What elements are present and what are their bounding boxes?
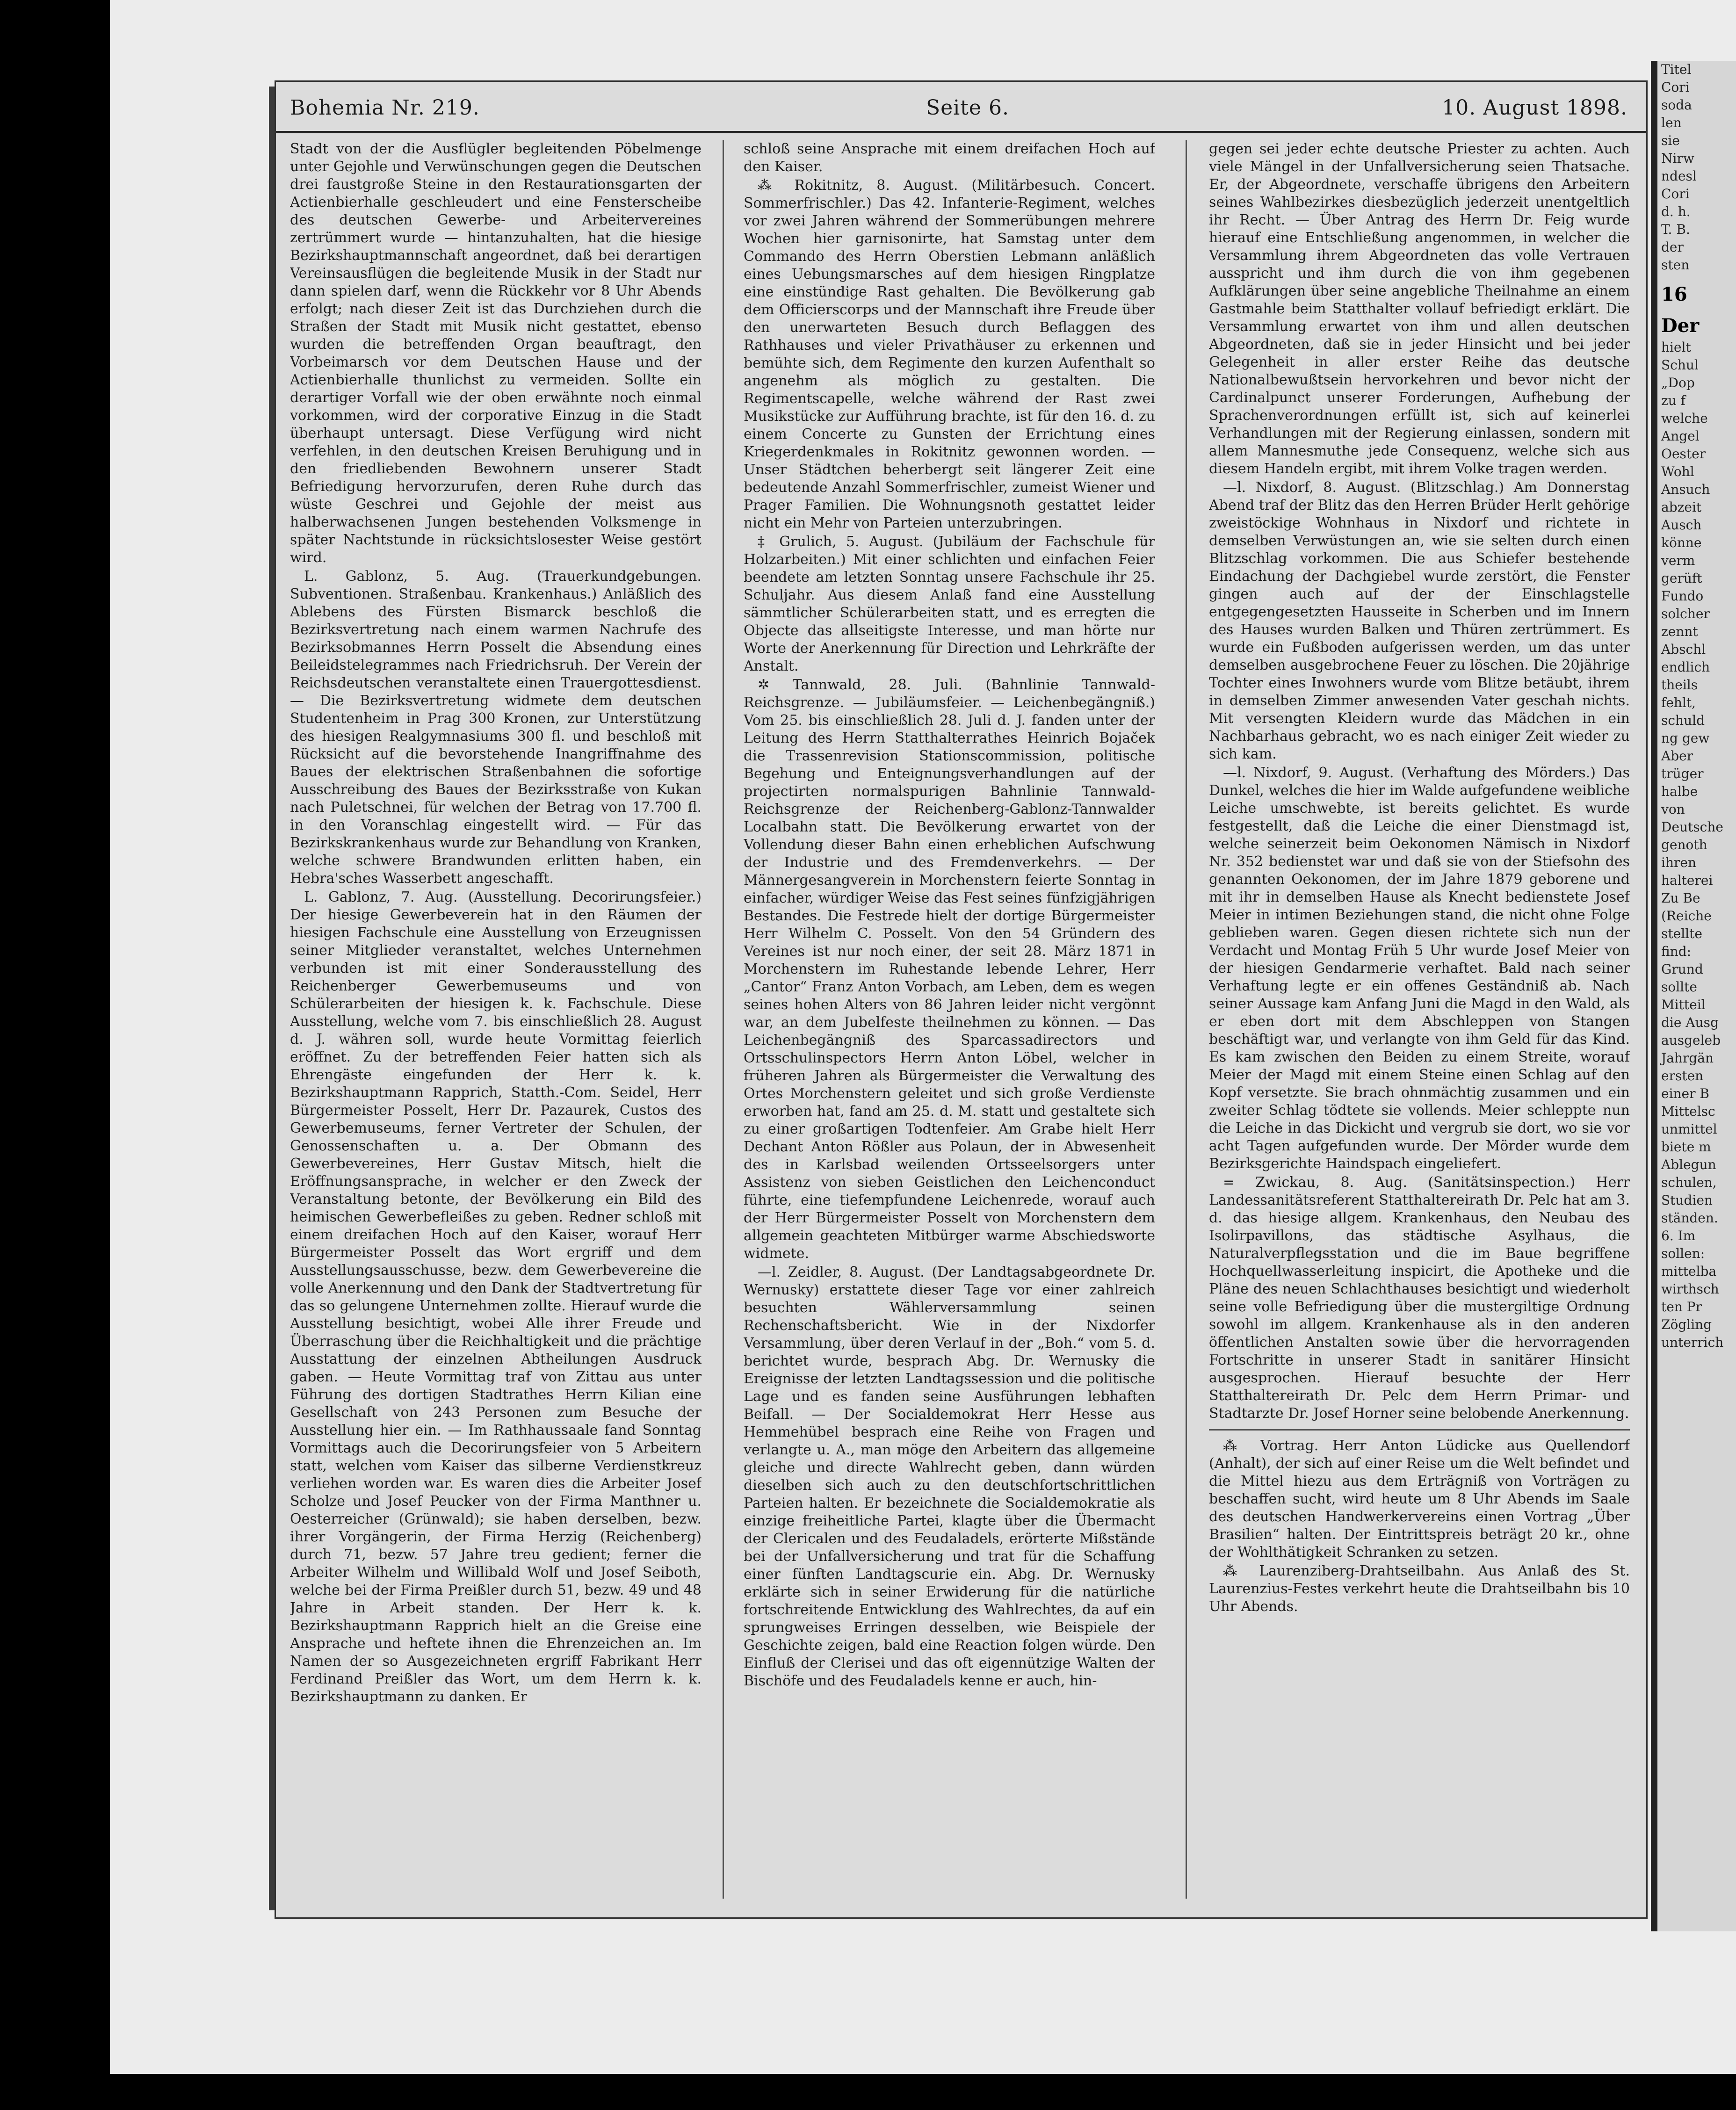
fragment-line: Zu Be [1661, 890, 1700, 906]
fragment-line: theils [1661, 677, 1698, 693]
fragment-line: verm [1661, 553, 1695, 568]
article-paragraph: ⁂ Laurenziberg-Drahtseilbahn. Aus Anlaß des St. Laurenzius-Festes verkehrt heute die Drahtseilbahn bis 10 Uhr Abends. [1209, 1563, 1630, 1615]
fragment-line: Cori [1661, 186, 1690, 202]
fragment-line: gerüft [1661, 571, 1702, 586]
fragment-line: 6. Im [1661, 1228, 1696, 1243]
fragment-line: solcher [1661, 606, 1710, 621]
article-paragraph: —l. Nixdorf, 9. August. (Verhaftung des Mörders.) Das Dunkel, welches die hier im Walde aufgefundene weibliche Leiche umschwebte, ist bereits gelichtet. Es wurde festgestellt, daß die Leiche die einer Dienstmagd ist, welche seinerzeit beim Oekonomen Nämisch in Nixdorf Nr. 352 bedienstet war und daß sie von der Stiefsohn des genannten Oekonomen, der im Jahre 1879 geborene und mit ihr in demselben Hause als Knecht bedienstete Josef Meier in intimen Beziehungen stand, die nicht ohne Folge geblieben waren. Gegen diesen richtete sich nun der Verdacht und Montag Früh 5 Uhr wurde Josef Meier von der hiesigen Gendarmerie verhaftet. Bald nach seiner Verhaftung legte er ein offenes Geständniß ab. Nach seiner Aussage kam Anfang Juni die Magd in den Wald, als er eben dort mit dem Abschleppen von Stangen beschäftigt war, und verlangte von ihm Geld für das Kind. Es kam zwischen den Beiden zu einem Streite, worauf Meier der Magd mit einem Steine einen Schlag auf den Kopf versetzte. Sie brach ohnmächtig zusammen und ein zweiter Schlag tödtete sie vollends. Meier schleppte nun die Leiche in das Dickicht und vergrub sie dort, wo sie vor acht Tagen aufgefunden wurde. Der Mörder wurde dem Bezirksgerichte Haindspach eingeliefert. [1209, 765, 1630, 1172]
fragment-line: schuld [1661, 713, 1705, 728]
section-divider [1209, 1429, 1630, 1431]
fragment-line: Ablegun [1661, 1157, 1716, 1172]
article-paragraph: —l. Nixdorf, 8. August. (Blitzschlag.) Am Donnerstag Abend traf der Blitz das den Herren Brüder Herlt gehörige zweistöckige Wohnhaus in Nixdorf und richtete in demselben Verwüstungen an, wie sie selten durch einen Blitzschlag vorkommen. Die aus Schiefer bestehende Eindachung der Dachgiebel wurde zerstört, die Fenster gingen auch auf der der Einschlagstelle entgegengesetzten Hausseite in Scherben und im Innern des Hauses wurden Balken und Thüren zertrümmert. Es wurde ein Fußboden aufgerissen werden, um das unter demselben ausgebrochene Feuer zu löschen. Die 20jährige Tochter eines Inwohners wurde vom Blitze betäubt, ihrem in demselben Zimmer anwesenden Vater geschah nichts. Mit versengten Kleidern wurde das Mädchen in ein Nachbarhaus gebracht, wo es nach einiger Zeit wieder zu sich kam. [1209, 479, 1630, 762]
fragment-line: könne [1661, 535, 1702, 550]
fragment-line: ständen. [1661, 1210, 1718, 1226]
header-masthead: Bohemia Nr. 219. [290, 96, 480, 120]
fragment-line: Abschl [1661, 642, 1706, 657]
fragment-line: der [1661, 239, 1684, 255]
article-paragraph: ⁂ Vortrag. Herr Anton Lüdicke aus Quellendorf (Anhalt), der sich auf einer Reise um die Welt befindet und die Mittel hiezu aus dem Erträgniß von Vorträgen zu beschaffen sucht, wird heute um 8 Uhr Abends im Saale des deutschen Handwerkervereins einen Vortrag „Über Brasilien“ halten. Der Eintrittspreis beträgt 20 kr., ohne der Wohlthätigkeit Schranken zu setzen. [1209, 1438, 1630, 1561]
fragment-line: schulen, [1661, 1175, 1717, 1190]
fragment-line: T. B. [1661, 222, 1690, 237]
fragment-line: unmittel [1661, 1121, 1717, 1137]
fragment-line: ten Pr [1661, 1299, 1702, 1315]
scan-border-left [0, 0, 110, 2110]
fragment-line: genoth [1661, 837, 1707, 853]
fragment-line: fehlt, [1661, 695, 1696, 710]
fragment-line: Angel [1661, 428, 1700, 444]
fragment-line: welche [1661, 411, 1708, 426]
header-page-number: Seite 6. [926, 96, 1009, 120]
fragment-line: trüger [1661, 766, 1704, 781]
fragment-line: Deutsche [1661, 819, 1723, 835]
fragment-heading: Der [1661, 315, 1700, 337]
fragment-lines-bottom [1657, 339, 1736, 1351]
fragment-line: einer B [1661, 1086, 1709, 1101]
fragment-line: ausgeleb [1661, 1033, 1721, 1048]
fragment-number: 16 [1661, 283, 1687, 305]
column-rule [723, 140, 724, 1899]
article-paragraph: L. Gablonz, 5. Aug. (Trauerkundgebungen. Subventionen. Straßenbau. Krankenhaus.) Anläßlich des Ablebens des Fürsten Bismarck beschloß die Bezirksvertretung nach einem warmen Nachrufe des Bezirksobmannes Herrn Posselt die Absendung eines Beileidstelegrammes nach Friedrichsruh. Der Verein der Reichsdeutschen veranstaltete einen Trauergottesdienst. — Die Bezirksvertretung widmete dem deutschen Studentenheim in Prag 300 Kronen, zur Unterstützung des hiesigen Realgymnasiums 300 fl. und beschloß mit Rücksicht auf die bevorstehende Inangriffnahme des Baues der elektrischen Straßenbahnen die sofortige Ausschreibung des Baues der Bezirksstraße von Kukan nach Puletschnei, für welchen der Betrag von 17.700 fl. in den Voranschlag eingestellt wird. — Für das Bezirkskrankenhaus wurde zur Behandlung von Kranken, welche schwere Brandwunden erlitten haben, ein Hebra'sches Wasserbett angeschafft. [290, 568, 702, 887]
fragment-line: Aber [1661, 748, 1693, 764]
fragment-line: hielt [1661, 340, 1691, 355]
adjacent-page-fragment [1651, 61, 1736, 1931]
fragment-line: sollen: [1661, 1246, 1705, 1261]
fragment-line: sie [1661, 133, 1680, 148]
article-paragraph: gegen sei jeder echte deutsche Priester zu achten. Auch viele Mängel in der Unfallversicherung seien Thatsache. Er, der Abgeordnete, verschaffe übrigens den Arbeitern seines Wahlbezirkes diesbezüglich jederzeit unentgeltlich ihr Recht. — Über Antrag des Herrn Dr. Feig wurde hierauf eine Entschließung angenommen, in welcher die Versammlung ihrem Abgeordneten das volle Vertrauen ausspricht und ihm durch die von ihm gegebenen Aufklärungen über seine angebliche Theilnahme an einem Gastmahle beim Statthalter vollauf befriedigt erklärt. Die Versammlung erwartet von ihm und allen deutschen Abgeordneten, daß sie in jeder Hinsicht und bei jeder Gelegenheit in aller erster Reihe das deutsche Nationalbewußtsein hervorkehren und bevor nicht der Cardinalpunct unserer Forderungen, Aufhebung der Sprachenverordnungen erfüllt ist, sich auf keinerlei Verhandlungen mit der Regierung einlassen, sondern mit allem Mannesmuthe jede Consequenz, welche sich aus diesem Handeln ergibt, mit ihrem Volke tragen werden. [1209, 141, 1630, 477]
fragment-line: „Dop [1661, 375, 1695, 390]
fragment-line: Jahrgän [1661, 1050, 1714, 1066]
fragment-line: ng gew [1661, 730, 1710, 746]
page-header [276, 82, 1646, 133]
fragment-line: ndesl [1661, 168, 1697, 184]
fragment-line: Oester [1661, 446, 1706, 462]
fragment-line: len [1661, 115, 1682, 130]
fragment-line: unterrich [1661, 1335, 1724, 1350]
header-date: 10. August 1898. [1442, 96, 1628, 120]
article-paragraph: Stadt von der die Ausflügler begleitenden Pöbelmenge unter Gejohle und Verwünschungen gegen die Deutschen drei faustgroße Steine in den Restaurationsgarten der Actienbierhalle geschleudert und eine Fensterscheibe des deutschen Gewerbe- und Arbeitervereines zertrümmert wurde — hintanzuhalten, hat die hiesige Bezirkshauptmannschaft angeordnet, daß bei derartigen Vereinsausflügen die begleitende Musik in der Stadt nur dann spielen darf, wenn die Rückkehr vor 8 Uhr Abends erfolgt; nach dieser Zeit ist das Durchziehen durch die Straßen der Stadt mit Musik nicht gestattet, ebenso wurden die betreffenden Organ beauftragt, den Vorbeimarsch vor dem Deutschen Hause und der Actienbierhalle thunlichst zu vermeiden. Sollte ein derartiger Vorfall wie der oben erwähnte noch einmal vorkommen, wird der corporative Einzug in die Stadt überhaupt untersagt. Diese Verfügung wird nicht verfehlen, in den deutschen Kreisen Beruhigung und in den friedliebenden Bewohnern unserer Stadt Befriedigung hervorzurufen, deren Ruhe durch das wüste Geschrei und Gejohle der meist aus halberwachsenen Jungen bestehenden Volksmenge in später Nachtstunde in rücksichtslosester Weise gestört wird. [290, 141, 702, 566]
article-paragraph: ⁂ Rokitnitz, 8. August. (Militärbesuch. Concert. Sommerfrischler.) Das 42. Infanterie-Regiment, welches vor zwei Jahren während der Sommerübungen mehrere Wochen hier garnisonirte, hat Samstag unter dem Commando des Herrn Oberstien Lebmann anläßlich eines Uebungsmarsches auf dem hiesigen Ringplatze eine einstündige Rast gehalten. Die Bevölkerung gab dem Officierscorps und der Mannschaft ihre Freude über den unerwarteten Besuch durch Beflaggen des Rathhauses und vieler Privathäuser zu erkennen und bemühte sich, dem Regimente den kurzen Aufenthalt so angenehm als möglich zu gestalten. Die Regimentscapelle, welche während der Rast zwei Musikstücke zur Aufführung brachte, ist für den 16. d. zu einem Concerte zu Gunsten der Errichtung eines Kriegerdenkmales in Rokitnitz gewonnen worden. — Unser Städtchen beherbergt seit längerer Zeit eine bedeutende Anzahl Sommerfrischler, zumeist Wiener und Prager Familien. Die Wohnungsnoth gestattet leider nicht ein Mehr von Parteien unterzubringen. [744, 177, 1155, 531]
fragment-line: Cori [1661, 79, 1690, 95]
fragment-line: sollte [1661, 979, 1697, 995]
fragment-line: ersten [1661, 1068, 1704, 1084]
fragment-line: Mittelsc [1661, 1104, 1715, 1119]
fragment-line: Zögling [1661, 1317, 1712, 1332]
fragment-line: wirthsch [1661, 1281, 1719, 1297]
fragment-line: Studien [1661, 1192, 1713, 1208]
fragment-line: Wohl [1661, 464, 1694, 479]
fragment-line: endlich [1661, 659, 1710, 675]
text-column-1 [290, 140, 702, 1899]
article-paragraph: —l. Zeidler, 8. August. (Der Landtagsabgeordnete Dr. Wernusky) erstattete dieser Tage vor einer zahlreich besuchten Wählerversammlung seinen Rechenschaftsbericht. Wie in der Nixdorfer Versammlung, über deren Verlauf in der „Boh.“ vom 5. d. berichtet wurde, besprach Abg. Dr. Wernusky die Ereignisse der letzten Landtagssession und die politische Lage und es fanden seine Ausführungen lebhaften Beifall. — Der Socialdemokrat Herr Hesse aus Hemmehübel besprach eine Reihe von Fragen und verlangte u. A., man möge den Arbeitern das allgemeine gleiche und directe Wahlrecht geben, dann würden dieselben sich auch zu den deutschfortschrittlichen Parteien halten. Er bezeichnete die Socialdemokratie als einzige freiheitliche Partei, klagte über die Übermacht der Clericalen und des Feudaladels, erörterte Mißstände bei der Unfallversicherung und trat für die Schaffung einer fünften Landtagscurie ein. Abg. Dr. Wernusky erklärte sich in seiner Erwiderung für die natürliche fortschreitende Entwicklung des Wahlrechtes, da auf ein sprungweises Erringen desselben, wie Beispiele der Geschichte zeigen, bald eine Reaction folgen würde. Den Einfluß der Clerisei und das oft eigennützige Walten der Bischöfe und des Feudaladels kenne er auch, hin- [744, 1264, 1155, 1689]
text-column-2 [744, 140, 1155, 1899]
fragment-line: halterei [1661, 873, 1713, 888]
fragment-line: d. h. [1661, 204, 1691, 219]
fragment-line: mittelba [1661, 1264, 1717, 1279]
fragment-line: die Ausg [1661, 1015, 1719, 1030]
fragment-line: Ausch [1661, 517, 1702, 533]
fragment-line: Fundo [1661, 588, 1704, 604]
fragment-lines-top [1657, 61, 1736, 274]
fragment-line: Nirw [1661, 151, 1694, 166]
fragment-line: biete m [1661, 1139, 1711, 1155]
fragment-line: sten [1661, 257, 1690, 273]
fragment-line: halbe [1661, 784, 1698, 799]
fragment-line: ihren [1661, 855, 1696, 870]
fragment-line: Titel [1661, 62, 1692, 77]
fragment-line: stellte [1661, 926, 1702, 941]
text-column-3 [1209, 140, 1630, 1899]
fragment-line: Schul [1661, 357, 1699, 373]
fragment-line: zu f [1661, 393, 1686, 408]
fragment-line: Grund [1661, 961, 1703, 977]
fragment-line: Mitteil [1661, 997, 1706, 1012]
article-paragraph: ‡ Grulich, 5. August. (Jubiläum der Fachschule für Holzarbeiten.) Mit einer schlichten und einfachen Feier beendete am letzten Sonntag unsere Fachschule ihr 25. Schuljahr. Aus diesem Anlaß fand eine Ausstellung sämmtlicher Schülerarbeiten statt, und es erregten die Objecte das allseitigste Interesse, und man hörte nur Worte der Anerkennung für Direction und Lehrkräfte der Anstalt. [744, 534, 1155, 674]
fragment-line: abzeit [1661, 499, 1702, 515]
article-paragraph: L. Gablonz, 7. Aug. (Ausstellung. Decorirungsfeier.) Der hiesige Gewerbeverein hat in den Räumen der hiesigen Fachschule eine Ausstellung von Erzeugnissen seiner Mitglieder veranstaltet, welches Unternehmen verbunden ist mit einer Sonderausstellung des Reichenberger Gewerbemuseums und von Schülerarbeiten der hiesigen k. k. Fachschule. Diese Ausstellung, welche vom 7. bis einschließlich 28. August d. J. währen soll, wurde heute Vormittag feierlich eröffnet. Zu der betreffenden Feier hatten sich als Ehrengäste eingefunden der Herr k. k. Bezirkshauptmann Rapprich, Statth.-Com. Seidel, Herr Bürgermeister Posselt, Herr Dr. Pazaurek, Custos des Gewerbemuseums, ferner Vertreter der Schulen, der Genossenschaften u. a. Der Obmann des Gewerbevereines, Herr Gustav Mitsch, hielt die Eröffnungsansprache, in welcher er den Zweck der Veranstaltung betonte, der Bevölkerung ein Bild des heimischen Gewerbefleißes zu geben. Redner schloß mit einem dreifachen Hoch auf den Kaiser, worauf Herr Bürgermeister Posselt das Wort ergriff und dem Ausstellungsausschusse, bezw. dem Gewerbevereine die volle Anerkennung und den Dank der Stadtvertretung für das so gelungene Unternehmen zollte. Hierauf wurde die Ausstellung besichtigt, wobei Alle ihrer Freude und Überraschung über die Reichhaltigkeit und die prächtige Ausstattung der einzelnen Abtheilungen Ausdruck gaben. — Heute Vormittag traf von Zittau aus unter Führung des dortigen Stadtrathes Herrn Kilian eine Gesellschaft von 243 Personen zum Besuche der Ausstellung hier ein. — Im Rathhaussaale fand Sonntag Vormittags auch die Decorirungsfeier von 5 Arbeitern statt, welchen vom Kaiser das silberne Verdienstkreuz verliehen worden war. Es waren dies die Arbeiter Josef Scholze und Josef Peucker von der Firma Manthner u. Oesterreicher (Grünwald); sie haben derselben, bezw. ihrer Vorgängerin, der Firma Herzig (Reichenberg) durch 71, bezw. 57 Jahre treu gedient; ferner die Arbeiter Wilhelm und Willibald Wolf und Josef Seiboth, welche bei der Firma Preißler durch 51, bezw. 49 und 48 Jahre in Arbeit standen. Der Herr k. k. Bezirkshauptmann Rapprich hielt an die Greise eine Ansprache und heftete ihnen die Ehrenzeichen an. Im Namen der so Ausgezeichneten ergriff Fabrikant Herr Ferdinand Preißler das Wort, um dem Herrn k. k. Bezirkshauptmann zu danken. Er [290, 889, 702, 1705]
fragment-line: von [1661, 802, 1685, 817]
article-paragraph: schloß seine Ansprache mit einem dreifachen Hoch auf den Kaiser. [744, 141, 1155, 175]
fragment-line: find: [1661, 944, 1692, 959]
fragment-line: (Reiche [1661, 908, 1712, 924]
scan-border-bottom [0, 2074, 1736, 2110]
article-paragraph: = Zwickau, 8. Aug. (Sanitätsinspection.) Herr Landessanitätsreferent Statthaltereirath Dr. Pelc hat am 3. d. das hiesige allgem. Krankenhaus, den Neubau des Isolirpavillons, das städtische Asylhaus, die Naturalverpflegsstation und die im Baue begriffene Hochquellwasserleitung inspicirt, die Apotheke und die Pläne des neuen Schlachthauses besichtigt und wiederholt seine volle Befriedigung über die mustergiltige Ordnung sowohl im allgem. Krankenhause als in den anderen öffentlichen Anstalten sowie über die hervorragenden Fortschritte in unserer Stadt in sanitärer Hinsicht ausgesprochen. Hierauf besuchte der Herr Statthaltereirath Dr. Pelc dem Herrn Primar- und Stadtarzte Dr. Josef Horner seine belobende Anerkennung. [1209, 1174, 1630, 1422]
article-paragraph: ✲ Tannwald, 28. Juli. (Bahnlinie Tannwald-Reichsgrenze. — Jubiläumsfeier. — Leichenbegängniß.) Vom 25. bis einschließlich 28. Juli d. J. fanden unter der Leitung des Herrn Statthalterrathes Heinrich Bojaček die Trassenrevision Stationscommission, politische Begehung und Enteignungsverhandlungen auf der projectirten normalspurigen Bahnlinie Tannwald-Reichsgrenze der Reichenberg-Gablonz-Tannwalder Localbahn statt. Die Bevölkerung erwartet von der Vollendung dieser Bahn einen erheblichen Aufschwung der Industrie und des Fremdenverkehrs. — Der Männergesangverein in Morchenstern feierte Sonntag in einfacher, würdiger Weise das Fest seines fünfzigjährigen Bestandes. Die Festrede hielt der dortige Bürgermeister Herr Wilhelm C. Posselt. Von den 54 Gründern des Vereines ist nur noch einer, der seit 28. März 1871 in Morchenstern im Ruhestande lebende Lehrer, Herr „Cantor“ Franz Anton Vorbach, am Leben, dem es wegen seines hohen Alters von 86 Jahren leider nicht vergönnt war, an dem Jubelfeste theilnehmen zu können. — Das Leichenbegängniß des Sparcassadirectors und Ortsschulinspectors Herrn Anton Löbel, welcher in früheren Jahren als Bürgermeister die Verwaltung des Ortes Morchenstern geleitet und sich große Verdienste erworben hat, fand am 25. d. M. statt und gestaltete sich zu einer großartigen Todtenfeier. Am Grabe hielt Herr Dechant Anton Rößler aus Polaun, der in Abwesenheit des in Karlsbad weilenden Ortsseelsorgers unter Assistenz von sieben Geistlichen den Leichenconduct führte, eine tiefempfundene Leichenrede, worauf auch der Herr Bürgermeister Posselt von Morchenstern dem allgemein geachteten Mitbürger warme Abschiedsworte widmete. [744, 677, 1155, 1262]
newspaper-page [276, 82, 1646, 1917]
fragment-line: Ansuch [1661, 482, 1710, 497]
column-rule [1186, 140, 1187, 1899]
fragment-line: soda [1661, 97, 1692, 113]
fragment-line: zennt [1661, 624, 1698, 639]
